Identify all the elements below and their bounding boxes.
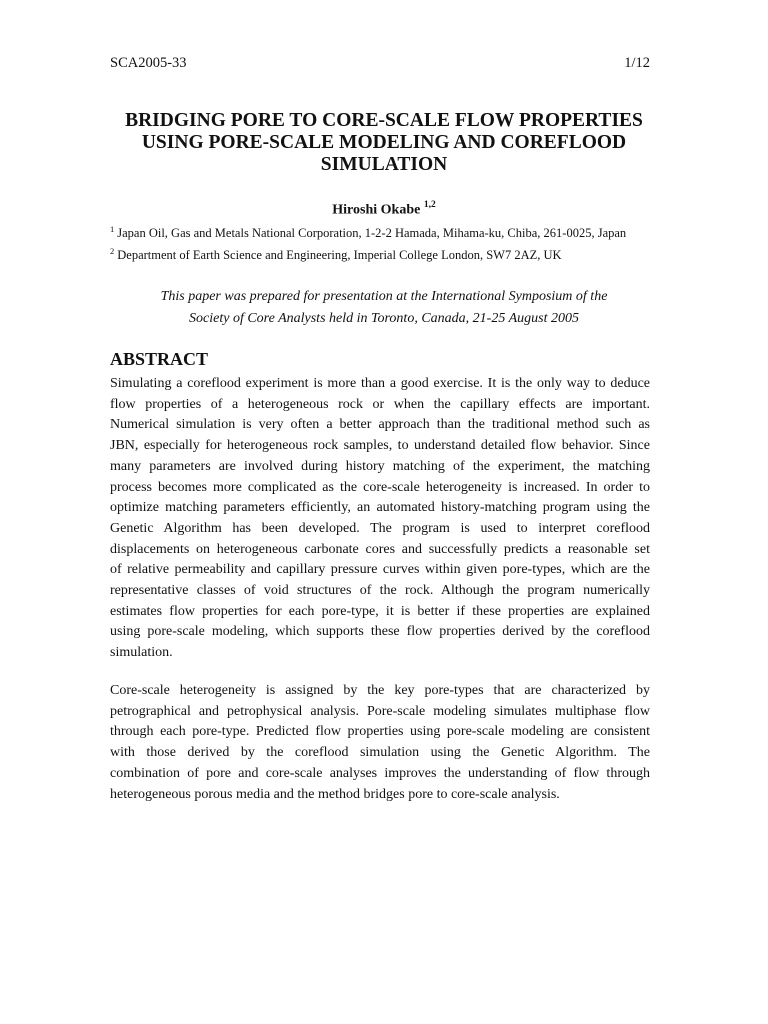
paragraph-line: through each pore-type. Predicted flow properties using pore-scale modeling are consistent <box>110 724 650 740</box>
author-name: Hiroshi Okabe <box>332 202 421 218</box>
paper-title <box>100 110 668 176</box>
paragraph-line: many parameters are involved during history matching of the experiment, the matching <box>110 458 650 474</box>
abstract-heading: ABSTRACT <box>110 349 209 369</box>
paragraph-line: combination of pore and core-scale analyses improves the understanding of flow through <box>110 765 650 781</box>
paragraph-line: displacements on heterogeneous carbonate cores and successfully predicts a reasonable set <box>110 541 650 557</box>
affiliation-text: Japan Oil, Gas and Metals National Corporation, 1-2-2 Hamada, Mihama-ku, Chiba, 261-0025, Japan <box>117 226 627 241</box>
abstract-paragraph-2 <box>110 681 650 805</box>
affiliation-1 <box>110 224 626 241</box>
paragraph-line: Simulating a coreflood experiment is more than a good exercise. It is the only way to deduce <box>110 376 650 391</box>
paragraph-line: Core-scale heterogeneity is assigned by the key pore-types that are characterized by <box>110 683 650 698</box>
paragraph-line: Genetic Algorithm has been developed. The program is used to interpret coreflood <box>110 520 650 536</box>
page-number: 1/12 <box>624 55 650 71</box>
paragraph-line: of relative permeability and capillary pressure curves within given pore-types, which are the <box>110 562 650 578</box>
author-line <box>0 201 768 219</box>
affiliation-2 <box>110 246 562 263</box>
note-line: This paper was prepared for presentation at the International Symposium of the <box>160 289 608 304</box>
paragraph-line: using pore-scale modeling, which supports these flow properties derived by the coreflood <box>110 624 650 640</box>
paper-id: SCA2005-33 <box>110 55 187 71</box>
paragraph-line: JBN, especially for heterogeneous rock samples, to understand detailed flow behavior. Since <box>110 438 650 454</box>
paragraph-line: heterogeneous porous media and the method bridges pore to core-scale analysis. <box>110 786 560 802</box>
affiliation-mark: 1 <box>110 224 115 234</box>
paragraph-line: optimize matching parameters efficiently, an automated history-matching program using the <box>110 500 650 516</box>
title-line: USING PORE-SCALE MODELING AND COREFLOOD <box>141 132 627 153</box>
affiliation-mark: 2 <box>110 246 115 256</box>
paragraph-line: flow properties of a heterogeneous rock or when the capillary effects are important. <box>110 396 650 412</box>
title-line: BRIDGING PORE TO CORE-SCALE FLOW PROPERTIES <box>125 110 643 131</box>
presentation-note <box>100 286 668 330</box>
affiliation-text: Department of Earth Science and Engineering, Imperial College London, SW7 2AZ, UK <box>117 248 562 263</box>
paragraph-line: representative classes of void structures of the rock. Although the program numerically <box>110 583 650 599</box>
paragraph-line: estimates flow properties for each pore-type, it is better if these properties are explained <box>110 603 650 619</box>
title-line: SIMULATION <box>320 154 448 175</box>
paragraph-line: petrographical and petrophysical analysis. Pore-scale modeling simulates multiphase flow <box>110 703 650 719</box>
paragraph-line: simulation. <box>110 645 173 661</box>
paragraph-line: process becomes more complicated as the core-scale heterogeneity is increased. In order to <box>110 479 650 495</box>
paragraph-line: with those derived by the coreflood simulation using the Genetic Algorithm. The <box>110 745 650 761</box>
note-line: Society of Core Analysts held in Toronto, Canada, 21-25 August 2005 <box>189 311 579 326</box>
author-affiliation-marks: 1,2 <box>423 200 436 210</box>
abstract-paragraph-1 <box>110 374 650 664</box>
paragraph-line: Numerical simulation is very often a better approach than the traditional method such as <box>110 417 650 433</box>
